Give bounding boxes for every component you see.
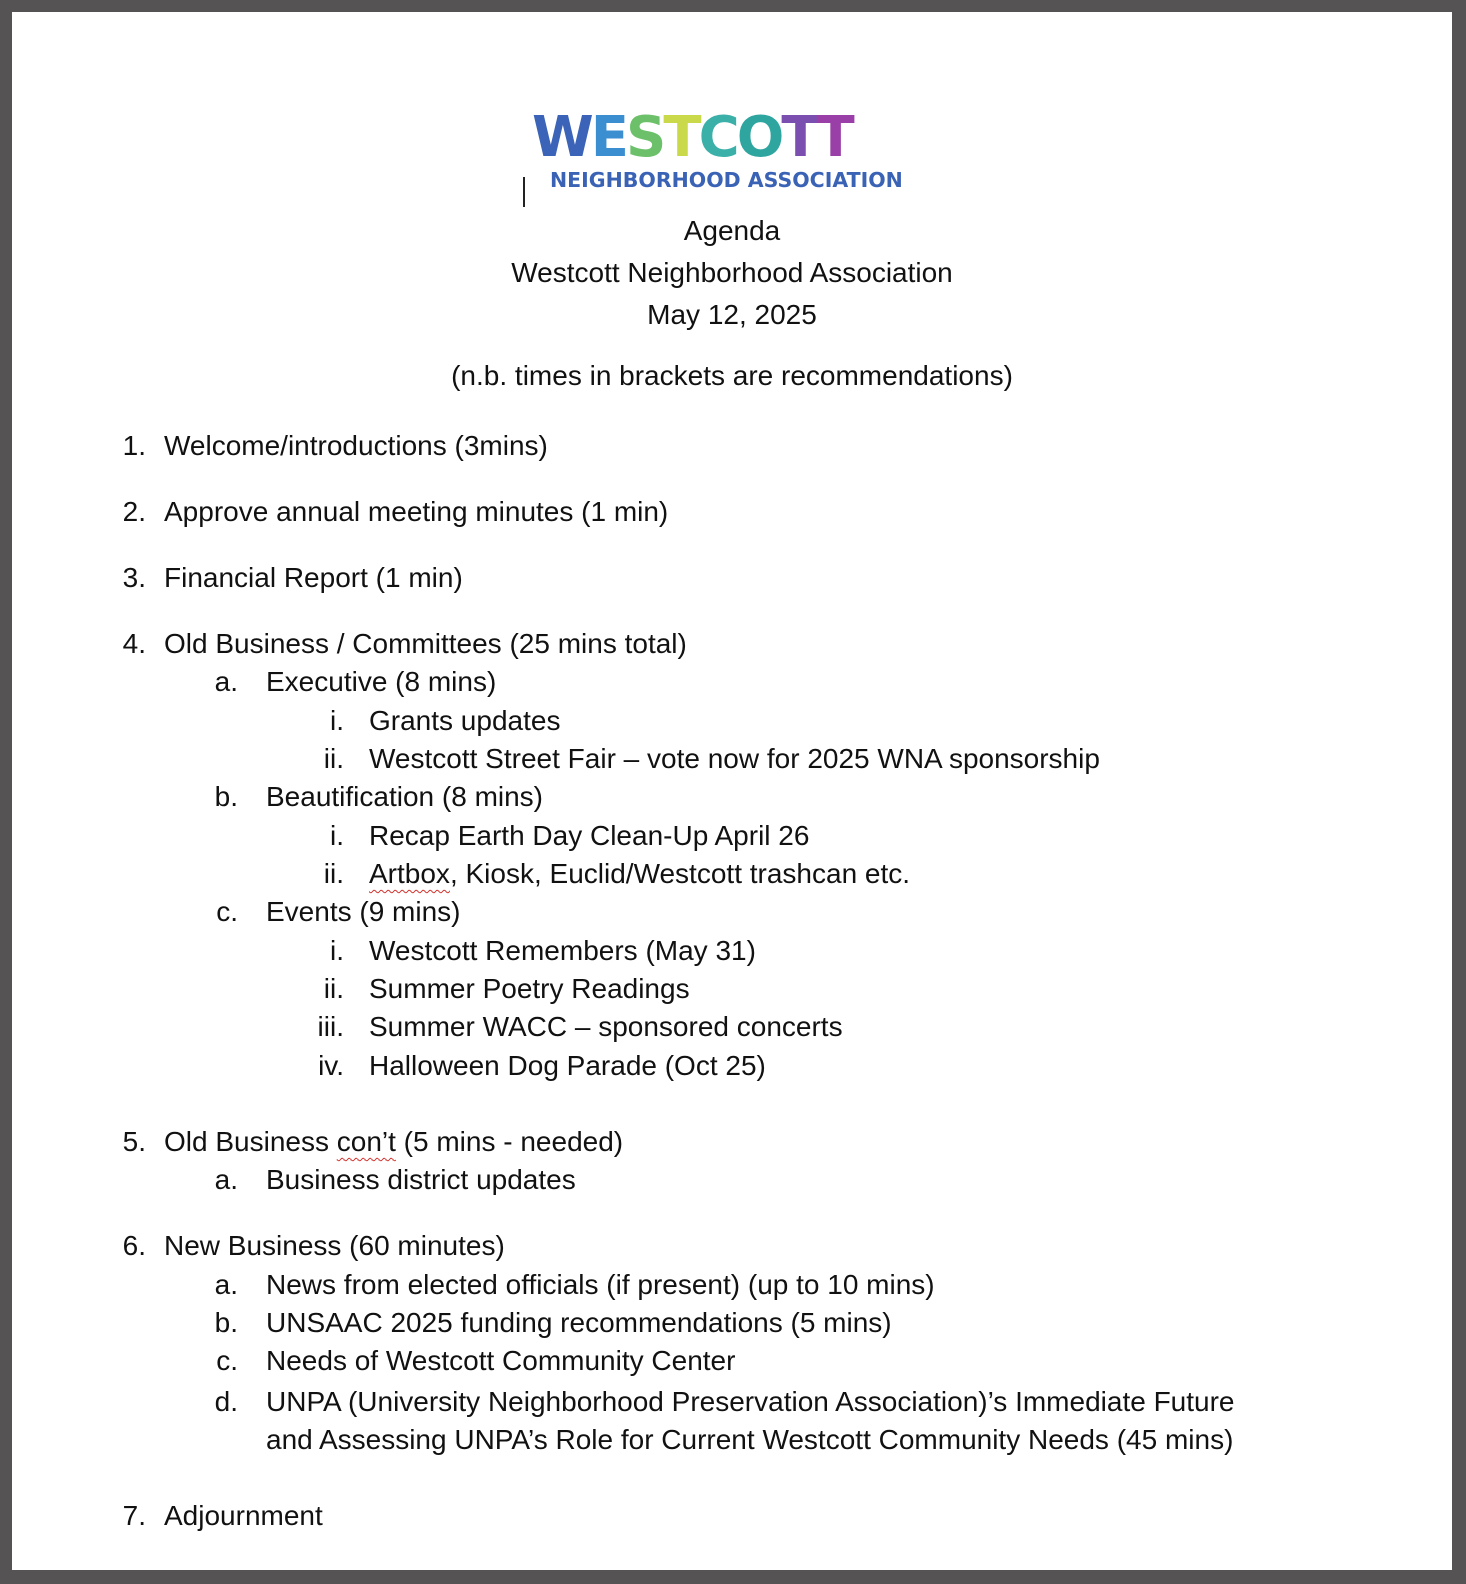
subitem-letter: c. <box>216 896 238 927</box>
logo-letter: O <box>736 105 782 170</box>
subsubitem-text: Halloween Dog Parade (Oct 25) <box>369 1050 766 1081</box>
logo-letter: T <box>816 105 852 170</box>
subitem-text: Events (9 mins) <box>266 896 461 927</box>
subitem-letter: b. <box>214 1307 238 1338</box>
spellcheck-underlined-word: con’t <box>336 1126 396 1157</box>
subitem-letter: a. <box>214 1164 238 1195</box>
subsubitem-numeral: ii. <box>323 858 344 889</box>
subitem-text-line2: and Assessing UNPA’s Role for Current Westcott Community Needs (45 mins) <box>266 1424 1234 1455</box>
subitem-letter: c. <box>216 1345 238 1376</box>
subsubitem-numeral: i. <box>330 705 344 736</box>
item-text <box>164 1125 623 1159</box>
subsubitem-text: Recap Earth Day Clean-Up April 26 <box>369 820 810 851</box>
subsubitem-text: Summer WACC – sponsored concerts <box>369 1011 843 1042</box>
meeting-date: May 12, 2025 <box>647 299 817 330</box>
agenda-note: (n.b. times in brackets are recommendations) <box>451 360 1013 391</box>
subsubitem-numeral: i. <box>330 820 344 851</box>
logo-wordmark <box>532 105 852 170</box>
subsubitem-numeral: iv. <box>318 1050 344 1081</box>
logo-letter: T <box>781 105 817 170</box>
subsubitem-text: Westcott Remembers (May 31) <box>369 935 756 966</box>
item-number: 6. <box>122 1230 146 1261</box>
item-text: Welcome/introductions (3mins) <box>164 430 548 461</box>
item-number: 1. <box>122 430 146 461</box>
subitem-text: Business district updates <box>266 1164 576 1195</box>
item-number: 3. <box>122 562 146 593</box>
item-number: 7. <box>122 1500 146 1531</box>
logo-letter: S <box>626 105 664 170</box>
logo-letter: T <box>663 105 699 170</box>
subitem-text: Executive (8 mins) <box>266 666 497 697</box>
item-number: 5. <box>122 1126 146 1157</box>
item-text-start: Old Business <box>164 1126 337 1157</box>
item-number: 4. <box>122 628 146 659</box>
logo-letter: W <box>532 105 591 170</box>
document-page <box>12 12 1452 1570</box>
subitem-text: UNSAAC 2025 funding recommendations (5 mins) <box>266 1307 892 1338</box>
logo-letter: E <box>590 105 627 170</box>
item-text: Adjournment <box>164 1500 323 1531</box>
subitem-text: News from elected officials (if present) (up to 10 mins) <box>266 1269 935 1300</box>
subsubitem-numeral: ii. <box>323 743 344 774</box>
agenda-title: Agenda <box>683 215 781 246</box>
logo-tagline: NEIGHBORHOOD ASSOCIATION <box>550 168 903 192</box>
subitem-text: UNPA (University Neighborhood Preservation Association)’s Immediate Future <box>266 1386 1235 1417</box>
subsubitem-text-rest: , Kiosk, Euclid/Westcott trashcan etc. <box>449 858 911 889</box>
subitem-letter: b. <box>214 781 238 812</box>
item-text: Approve annual meeting minutes (1 min) <box>164 496 669 527</box>
item-text: Financial Report (1 min) <box>164 562 463 593</box>
subsubitem-numeral: ii. <box>323 973 344 1004</box>
subsubitem-text: Summer Poetry Readings <box>369 973 690 1004</box>
item-text-rest: (5 mins - needed) <box>395 1126 624 1157</box>
organization-name: Westcott Neighborhood Association <box>511 257 953 288</box>
item-number: 2. <box>122 496 146 527</box>
subitem-text: Beautification (8 mins) <box>266 781 544 812</box>
subitem-letter: a. <box>214 1269 238 1300</box>
text-cursor <box>523 177 525 207</box>
westcott-logo <box>532 105 962 192</box>
item-text: Old Business / Committees (25 mins total) <box>164 628 687 659</box>
subitem-letter: a. <box>214 666 238 697</box>
subsubitem-text: Westcott Street Fair – vote now for 2025 WNA sponsorship <box>369 743 1100 774</box>
logo-letter: C <box>698 105 737 170</box>
spellcheck-underlined-word: Artbox <box>369 858 450 889</box>
subsubitem-numeral: iii. <box>317 1011 344 1042</box>
subsubitem-text <box>369 857 910 891</box>
subitem-text: Needs of Westcott Community Center <box>266 1345 736 1376</box>
agenda-header <box>12 210 1452 336</box>
subsubitem-numeral: i. <box>330 935 344 966</box>
subsubitem-text: Grants updates <box>369 705 561 736</box>
subitem-letter: d. <box>214 1386 238 1417</box>
item-text: New Business (60 minutes) <box>164 1230 505 1261</box>
